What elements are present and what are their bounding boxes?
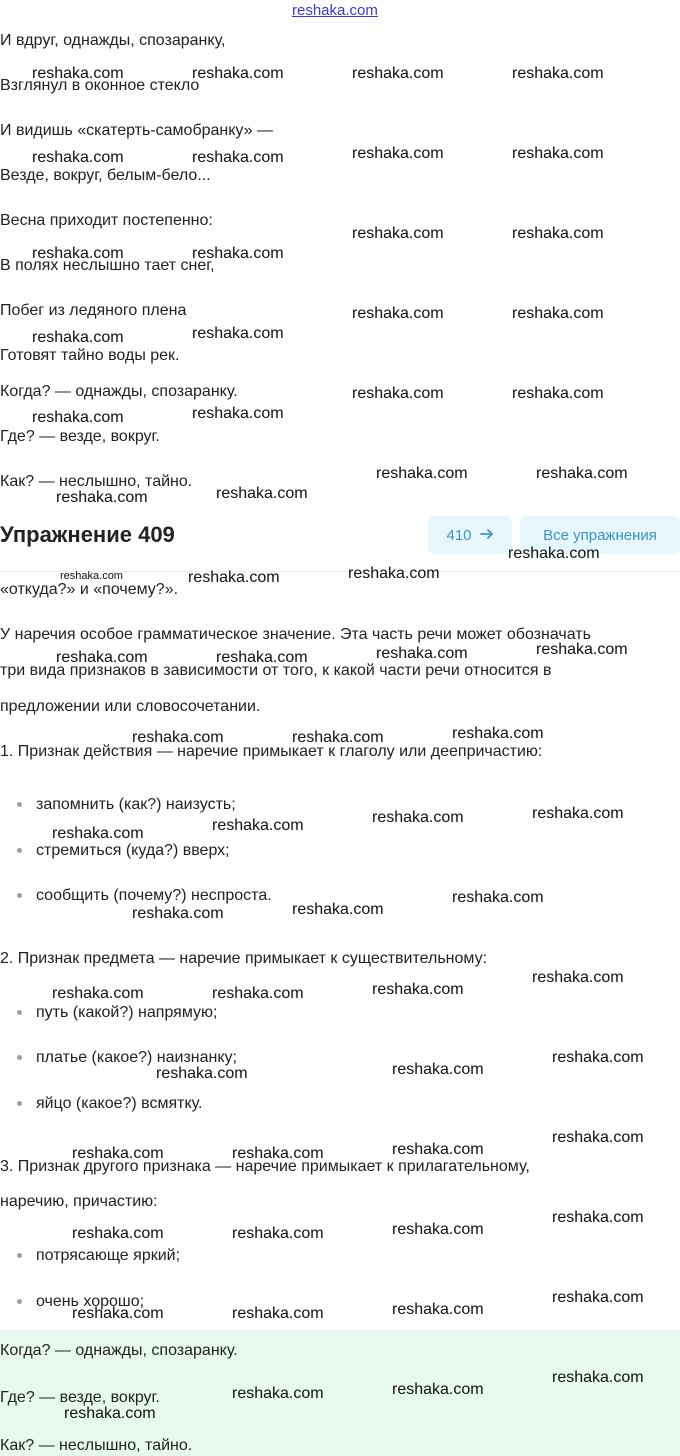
poem-line: Везде, вокруг, белым-бело... [0, 167, 211, 184]
watermark: reshaka.com [512, 65, 604, 82]
poem-line: Взглянул в оконное стекло [0, 77, 200, 94]
watermark: reshaka.com [216, 649, 308, 666]
watermark: reshaka.com [72, 1305, 164, 1322]
watermark: reshaka.com [352, 385, 444, 402]
poem-line: И вдруг, однажды, спозаранку, [0, 32, 226, 49]
list-item: стремиться (куда?) вверх; [36, 842, 230, 859]
answer-line: Где? — везде, вокруг. [0, 1389, 160, 1406]
watermark: reshaka.com [536, 641, 628, 658]
watermark: reshaka.com [192, 245, 284, 262]
bullet-icon [17, 802, 22, 807]
watermark: reshaka.com [392, 1141, 484, 1158]
watermark: reshaka.com [552, 1369, 644, 1386]
watermark: reshaka.com [52, 985, 144, 1002]
watermark: reshaka.com [72, 1225, 164, 1242]
watermark: reshaka.com [156, 1065, 248, 1082]
watermark: reshaka.com [32, 149, 124, 166]
watermark: reshaka.com [188, 569, 280, 586]
next-exercise-button[interactable] [428, 516, 512, 554]
watermark: reshaka.com [536, 465, 628, 482]
poem-line: Готовят тайно воды рек. [0, 347, 180, 364]
bullet-icon [17, 1253, 22, 1258]
arrow-right-icon [480, 527, 494, 544]
poem-line: И видишь «скатерть-самобранку» — [0, 122, 273, 139]
watermark: reshaka.com [292, 729, 384, 746]
watermark: reshaka.com [192, 149, 284, 166]
watermark: reshaka.com [392, 1221, 484, 1238]
watermark: reshaka.com [292, 901, 384, 918]
watermark: reshaka.com [192, 325, 284, 342]
paragraph-line: У наречия особое грамматическое значение. Эта часть речи может обозначать [0, 626, 591, 643]
bullet-icon [17, 848, 22, 853]
watermark: reshaka.com [392, 1381, 484, 1398]
list-item: сообщить (почему?) неспроста. [36, 887, 272, 904]
watermark: reshaka.com [232, 1145, 324, 1162]
watermark: reshaka.com [212, 985, 304, 1002]
watermark: reshaka.com [452, 725, 544, 742]
watermark: reshaka.com [352, 305, 444, 322]
watermark: reshaka.com [32, 245, 124, 262]
watermark: reshaka.com [232, 1305, 324, 1322]
watermark: reshaka.com [352, 225, 444, 242]
watermark: reshaka.com [392, 1301, 484, 1318]
section-heading: 2. Признак предмета — наречие примыкает к существительному: [0, 950, 488, 967]
bullet-icon [17, 893, 22, 898]
poem-line: Как? — неслышно, тайно. [0, 473, 193, 490]
watermark: reshaka.com [392, 1061, 484, 1078]
watermark: reshaka.com [372, 981, 464, 998]
watermark: reshaka.com [56, 489, 148, 506]
watermark: reshaka.com [532, 805, 624, 822]
watermark: reshaka.com [532, 969, 624, 986]
section-heading: 1. Признак действия — наречие примыкает к глаголу или деепричастию: [0, 743, 543, 760]
poem-line: Весна приходит постепенно: [0, 212, 213, 229]
watermark: reshaka.com [192, 405, 284, 422]
watermark: reshaka.com [192, 65, 284, 82]
watermark: reshaka.com [352, 145, 444, 162]
bullet-icon [17, 1299, 22, 1304]
watermark: reshaka.com [32, 329, 124, 346]
section-heading: 3. Признак другого признака — наречие примыкает к прилагательному, [0, 1158, 530, 1175]
list-item: путь (какой?) напрямую; [36, 1004, 218, 1021]
watermark: reshaka.com [512, 145, 604, 162]
list-item: потрясающе яркий; [36, 1247, 181, 1264]
watermark: reshaka.com [212, 817, 304, 834]
watermark: reshaka.com [64, 1405, 156, 1422]
watermark: reshaka.com [132, 905, 224, 922]
poem-line: Где? — везде, вокруг. [0, 428, 160, 445]
bullet-icon [17, 1010, 22, 1015]
exercise-title: Упражнение 409 [0, 522, 175, 547]
watermark: reshaka.com [372, 809, 464, 826]
watermark: reshaka.com [216, 485, 308, 502]
list-item: очень хорошо; [36, 1293, 145, 1310]
watermark: reshaka.com [56, 649, 148, 666]
next-exercise-label: 410 [446, 526, 472, 544]
watermark: reshaka.com [452, 889, 544, 906]
answer-line: Когда? — однажды, спозаранку. [0, 1342, 238, 1359]
poem-line: В полях неслышно тает снег, [0, 257, 215, 274]
watermark: reshaka.com [32, 409, 124, 426]
watermark: reshaka.com [32, 65, 124, 82]
watermark: reshaka.com [52, 825, 144, 842]
watermark: reshaka.com [232, 1225, 324, 1242]
paragraph-line: три вида признаков в зависимости от того, к какой части речи относится в [0, 662, 552, 679]
intro-text: «откуда?» и «почему?». [0, 581, 179, 598]
bullet-icon [17, 1101, 22, 1106]
watermark: reshaka.com [60, 570, 123, 582]
paragraph-line: предложении или словосочетании. [0, 698, 261, 715]
watermark: reshaka.com [552, 1289, 644, 1306]
watermark: reshaka.com [232, 1385, 324, 1402]
section-heading: наречию, причастию: [0, 1193, 158, 1210]
watermark: reshaka.com [552, 1209, 644, 1226]
watermark: reshaka.com [512, 385, 604, 402]
poem-line: Побег из ледяного плена [0, 302, 187, 319]
watermark: reshaka.com [376, 645, 468, 662]
watermark: reshaka.com [512, 225, 604, 242]
watermark: reshaka.com [376, 465, 468, 482]
watermark: reshaka.com [512, 305, 604, 322]
watermark: reshaka.com [352, 65, 444, 82]
poem-line: Когда? — однажды, спозаранку. [0, 383, 238, 400]
watermark: reshaka.com [132, 729, 224, 746]
watermark: reshaka.com [348, 565, 440, 582]
list-item: платье (какое?) наизнанку; [36, 1049, 237, 1066]
watermark: reshaka.com [552, 1129, 644, 1146]
watermark: reshaka.com [552, 1049, 644, 1066]
site-link[interactable]: reshaka.com [292, 2, 378, 19]
watermark: reshaka.com [508, 545, 600, 562]
list-item: запомнить (как?) наизусть; [36, 796, 236, 813]
watermark: reshaka.com [72, 1145, 164, 1162]
answer-line: Как? — неслышно, тайно. [0, 1437, 193, 1454]
bullet-icon [17, 1055, 22, 1060]
list-item: яйцо (какое?) всмятку. [36, 1095, 203, 1112]
all-exercises-label: Все упражнения [543, 526, 657, 544]
